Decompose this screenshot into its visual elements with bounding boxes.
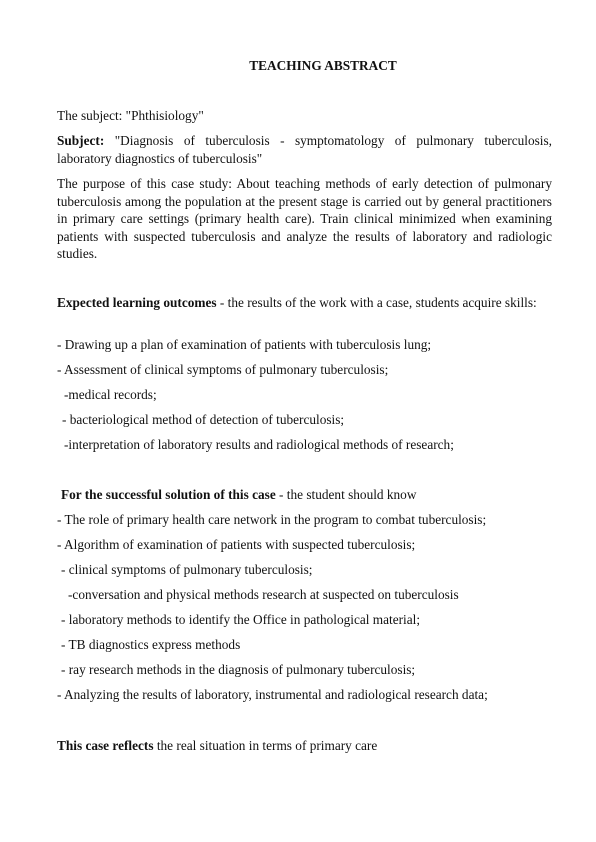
outcome-item: - Drawing up a plan of examination of patients with tuberculosis lung; xyxy=(57,337,432,352)
know-item: - TB diagnostics express methods xyxy=(61,637,241,652)
know-item: - Analyzing the results of laboratory, instrumental and radiological research data; xyxy=(57,687,488,702)
know-item: - laboratory methods to identify the Office in pathological material; xyxy=(61,612,421,627)
outcome-item: - Assessment of clinical symptoms of pulmonary tuberculosis; xyxy=(57,362,389,377)
reflects-text: the real situation in terms of primary care xyxy=(153,738,378,753)
reflects-line xyxy=(57,738,377,754)
outcome-item: -medical records; xyxy=(64,387,157,402)
know-text: - the student should know xyxy=(275,487,417,502)
know-heading xyxy=(61,487,416,503)
outcome-item: - bacteriological method of detection of tuberculosis; xyxy=(62,412,345,427)
outcomes-label: Expected learning outcomes xyxy=(57,295,217,310)
outcomes-text: - the results of the work with a case, students acquire skills: xyxy=(216,295,537,310)
purpose-paragraph: The purpose of this case study: About teaching methods of early detection of pulmonary tuberculosis among the population at the present stage is carried out by general practitioners in primary care settings (primary health care). Train clinical minimized when examining patients with suspected tuberculosis and analyze the results of laboratory and radiologic studies. xyxy=(57,176,552,261)
subject-paragraph xyxy=(57,132,552,167)
know-item: - clinical symptoms of pulmonary tuberculosis; xyxy=(61,562,313,577)
subject-line: The subject: "Phthisiology" xyxy=(57,108,204,123)
outcome-item: -interpretation of laboratory results and radiological methods of research; xyxy=(64,437,454,452)
know-item: - The role of primary health care network in the program to combat tuberculosis; xyxy=(57,512,487,527)
know-item: - ray research methods in the diagnosis of pulmonary tuberculosis; xyxy=(61,662,416,677)
reflects-label: This case reflects xyxy=(57,738,154,753)
know-label: For the successful solution of this case xyxy=(61,487,276,502)
outcomes-paragraph xyxy=(57,294,552,312)
know-item: -conversation and physical methods research at suspected on tuberculosis xyxy=(68,587,459,602)
subject-text: "Diagnosis of tuberculosis - symptomatology of pulmonary tuberculosis, laboratory diagnostics of tuberculosis" xyxy=(57,133,552,166)
know-item: - Algorithm of examination of patients with suspected tuberculosis; xyxy=(57,537,416,552)
subject-label: Subject: xyxy=(57,133,105,148)
page-title: TEACHING ABSTRACT xyxy=(249,58,397,73)
